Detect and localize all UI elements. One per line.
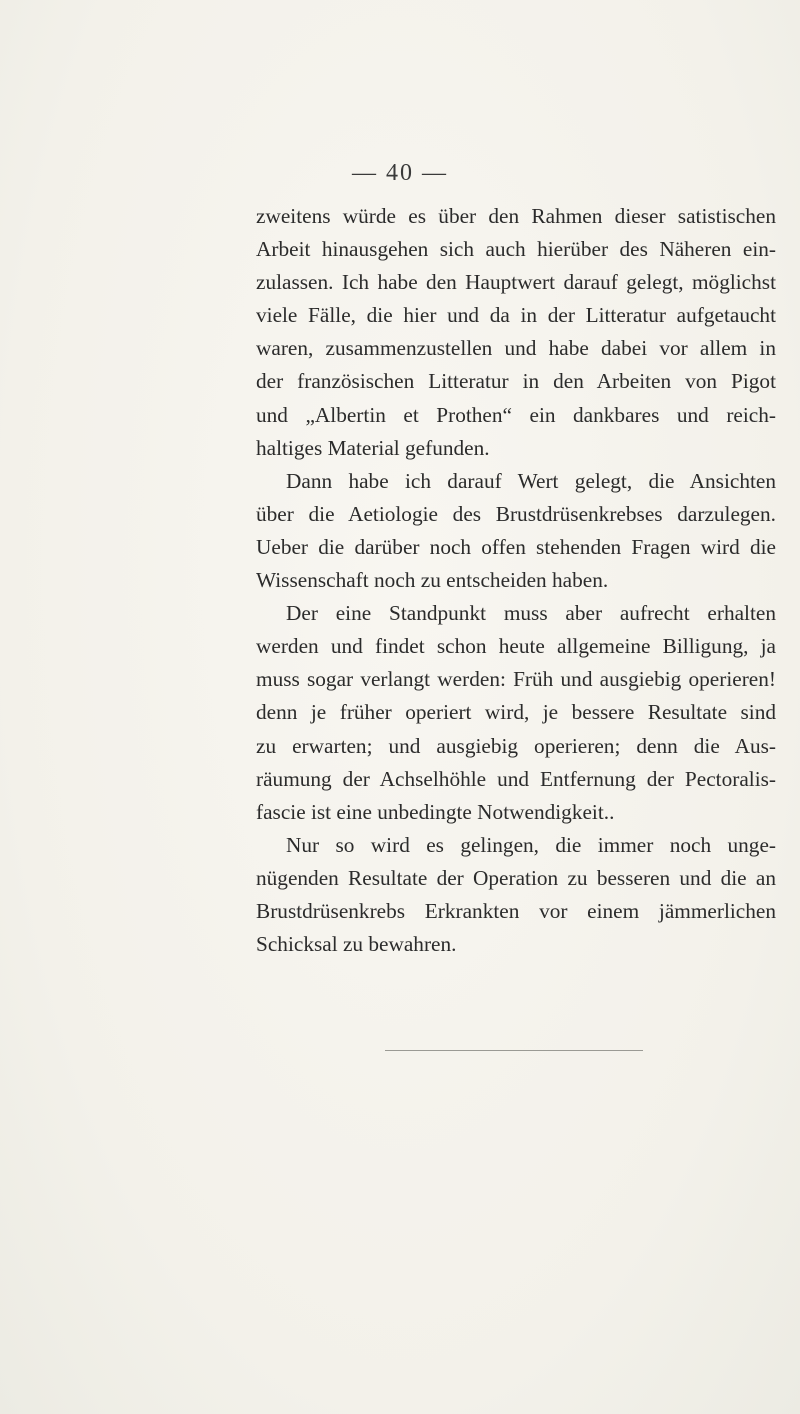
end-rule-divider: [385, 1050, 643, 1051]
text-line: zulassen. Ich habe den Hauptwert darauf gelegt, möglichst: [256, 270, 776, 295]
text-line: Nur so wird es gelingen, die immer noch unge-: [286, 832, 776, 857]
text-line: Schicksal zu bewahren.: [256, 932, 457, 957]
text-line: muss sogar verlangt werden: Früh und ausgiebig operieren!: [256, 667, 776, 692]
text-line: werden und findet schon heute allgemeine Billigung, ja: [256, 634, 776, 659]
body-text: [256, 200, 776, 961]
text-line: Der eine Standpunkt muss aber aufrecht erhalten: [286, 601, 776, 626]
text-line: waren, zusammenzustellen und habe dabei vor allem in: [256, 336, 776, 361]
text-line: zu erwarten; und ausgiebig operieren; denn die Aus-: [256, 733, 776, 758]
page-number: — 40 —: [352, 160, 448, 186]
text-line: viele Fälle, die hier und da in der Litteratur aufgetaucht: [256, 303, 776, 328]
paragraph-4: [256, 829, 776, 961]
text-line: nügenden Resultate der Operation zu besseren und die an: [256, 865, 776, 890]
text-line: räumung der Achselhöhle und Entfernung der Pectoralis-: [256, 766, 776, 791]
text-line: denn je früher operiert wird, je bessere Resultate sind: [256, 700, 776, 725]
paragraph-2: [256, 465, 776, 597]
text-line: über die Aetiologie des Brustdrüsenkrebses darzulegen.: [256, 501, 776, 526]
text-line: Ueber die darüber noch offen stehenden Fragen wird die: [256, 534, 776, 559]
text-line: Dann habe ich darauf Wert gelegt, die Ansichten: [286, 468, 776, 493]
text-line: und „Albertin et Prothen“ ein dankbares und reich-: [256, 402, 776, 427]
paragraph-3: [256, 597, 776, 829]
text-line: zweitens würde es über den Rahmen dieser satistischen: [256, 204, 776, 228]
text-line: der französischen Litteratur in den Arbeiten von Pigot: [256, 369, 776, 394]
text-line: Arbeit hinausgehen sich auch hierüber des Näheren ein-: [256, 237, 776, 262]
text-line: fascie ist eine unbedingte Notwendigkeit..: [256, 799, 615, 824]
text-line: haltiges Material gefunden.: [256, 435, 490, 460]
text-line: Wissenschaft noch zu entscheiden haben.: [256, 568, 609, 593]
text-line: Brustdrüsenkrebs Erkrankten vor einem jämmerlichen: [256, 898, 776, 923]
paragraph-1: [256, 200, 776, 465]
